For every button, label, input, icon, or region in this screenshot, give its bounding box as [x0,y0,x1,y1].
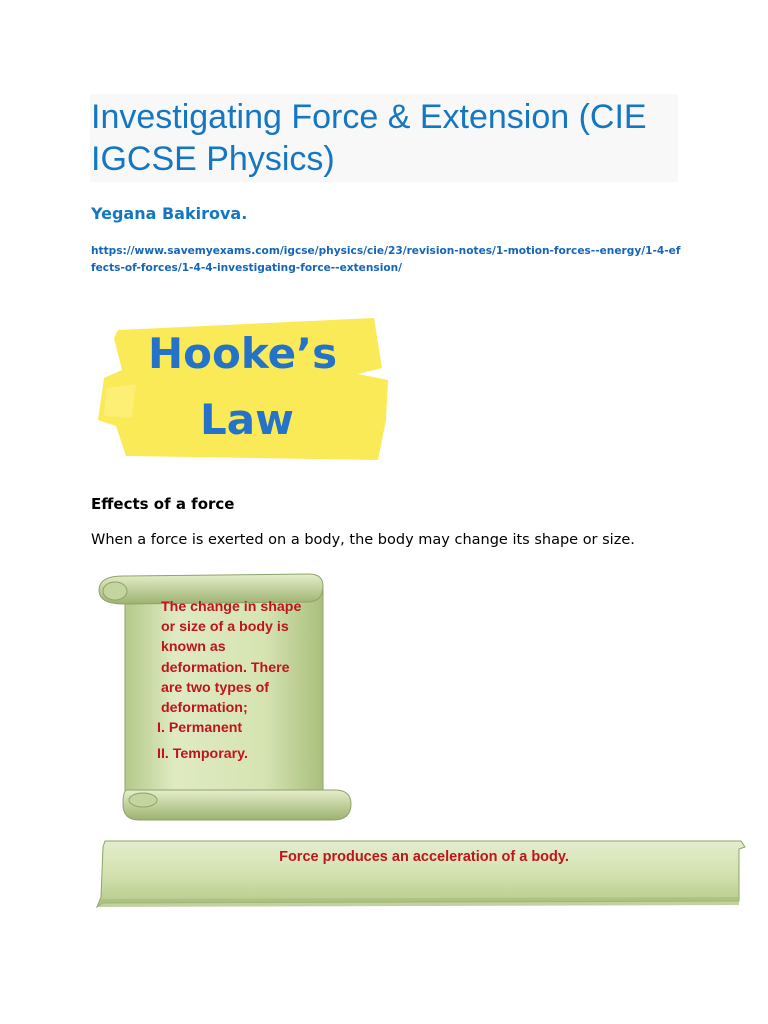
author-name: Yegana Bakirova. [91,204,248,223]
section-paragraph: When a force is exerted on a body, the body may change its shape or size. [91,532,635,548]
deformation-line: or size of a body is [161,619,289,636]
deformation-type-permanent: I. Permanent [157,720,243,737]
hookes-law-line2: Law [200,395,294,444]
deformation-line: known as [161,639,226,656]
source-link[interactable]: https://www.savemyexams.com/igcse/physics/cie/23/revision-notes/1-motion-forces--energy/1-4-effects-of-forces/1-4-4-investigating-force--extension/ [91,245,681,274]
acceleration-banner [95,837,747,909]
deformation-text [157,597,326,765]
deformation-line: deformation. There [161,659,290,676]
deformation-line: The change in shape [161,599,302,615]
acceleration-text: Force produces an acceleration of a body. [279,849,569,865]
section-heading: Effects of a force [91,495,235,513]
deformation-line: are two types of [161,679,270,696]
deformation-line: deformation; [161,700,248,717]
hookes-law-line1: Hooke’s [148,329,338,378]
deformation-type-temporary: II. Temporary. [157,746,248,763]
page-title: Investigating Force & Extension (CIE IGCSE Physics) [91,98,647,178]
hookes-law-logo [96,308,396,468]
